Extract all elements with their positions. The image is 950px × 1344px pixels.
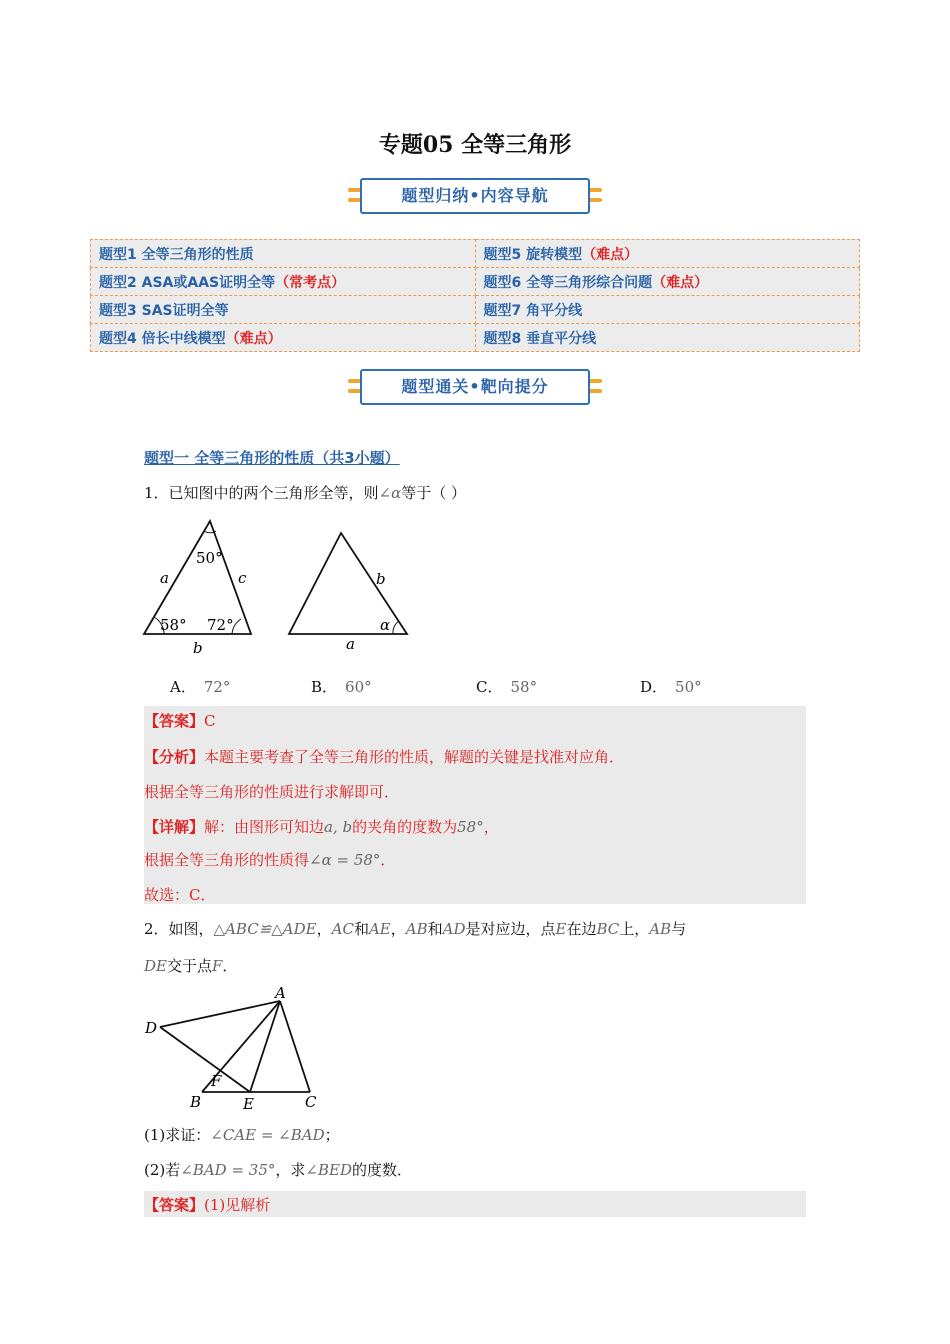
banner-toc-label: 题型归纳•内容导航 xyxy=(360,178,590,214)
analysis-line: 【分析】本题主要考查了全等三角形的性质，解题的关键是找准对应角． xyxy=(144,748,625,766)
label-c: c xyxy=(238,569,247,587)
point-e: E xyxy=(243,1095,254,1113)
q1-answer-box xyxy=(144,706,806,904)
section-heading[interactable]: 题型一 全等三角形的性质（共3小题） xyxy=(144,449,400,467)
segment-de xyxy=(160,1027,250,1092)
point-c: C xyxy=(305,1093,317,1111)
banner-practice-label: 题型通关•靶向提分 xyxy=(360,369,590,405)
option-c[interactable]: C． 58° xyxy=(476,678,538,696)
question-2-stem-2: DE交于点F． xyxy=(144,957,238,975)
answer-line: 【答案】(1)见解析 xyxy=(144,1196,271,1214)
angle-arc xyxy=(393,621,399,634)
segment-ac xyxy=(280,1001,310,1092)
segment-ae xyxy=(250,1001,280,1092)
toc-item[interactable]: 题型7 角平分线 xyxy=(475,296,860,324)
option-d[interactable]: D． 50° xyxy=(640,678,702,696)
banner-toc xyxy=(360,178,590,214)
answer-line: 【答案】C xyxy=(144,712,216,730)
label-a: a xyxy=(160,569,169,587)
banner-practice xyxy=(360,369,590,405)
question-1-stem: 1．已知图中的两个三角形全等，则∠α等于（ ） xyxy=(144,484,467,502)
analysis-line-2: 根据全等三角形的性质进行求解即可． xyxy=(144,783,400,801)
detail-line-2: 根据全等三角形的性质得∠α = 58°． xyxy=(144,851,396,869)
label-58: 58° xyxy=(160,616,187,634)
detail-line: 【详解】解：由图形可知边a, b的夹角的度数为58°， xyxy=(144,818,499,836)
option-b[interactable]: B． 60° xyxy=(311,678,372,696)
label-50: 50° xyxy=(196,549,223,567)
choose-line: 故选：C． xyxy=(144,886,216,904)
point-b: B xyxy=(190,1093,202,1111)
page-title: 专题05 全等三角形 xyxy=(378,132,572,158)
label-alpha: α xyxy=(380,616,391,634)
label-72: 72° xyxy=(207,616,234,634)
option-a[interactable]: A． 72° xyxy=(170,678,231,696)
label-b: b xyxy=(193,639,203,657)
point-f: F xyxy=(211,1072,222,1090)
q1-figure xyxy=(140,515,420,660)
toc-item[interactable]: 题型3 SAS证明全等 xyxy=(91,296,476,324)
toc-table xyxy=(90,239,860,352)
label-b2: b xyxy=(376,570,386,588)
q2-figure xyxy=(140,985,340,1115)
question-2-stem: 2．如图，△ABC≌△ADE，AC和AE，AB和AD是对应边，点E在边BC上，AB与 xyxy=(144,920,687,938)
point-a: A xyxy=(275,985,286,1002)
q2-sub-1: (1)求证：∠CAE = ∠BAD； xyxy=(144,1126,340,1144)
q2-sub-2: (2)若∠BAD = 35°，求∠BED的度数． xyxy=(144,1161,413,1179)
point-d: D xyxy=(145,1019,158,1037)
toc-item[interactable]: 题型8 垂直平分线 xyxy=(475,324,860,352)
toc-item[interactable]: 题型1 全等三角形的性质 xyxy=(91,240,476,268)
toc-item[interactable]: 题型2 ASA或AAS证明全等（常考点） xyxy=(91,268,476,296)
toc-item[interactable]: 题型4 倍长中线模型（难点） xyxy=(91,324,476,352)
toc-item[interactable]: 题型6 全等三角形综合问题（难点） xyxy=(475,268,860,296)
toc-item[interactable]: 题型5 旋转模型（难点） xyxy=(475,240,860,268)
label-a2: a xyxy=(346,635,355,653)
q2-answer-box xyxy=(144,1191,806,1217)
